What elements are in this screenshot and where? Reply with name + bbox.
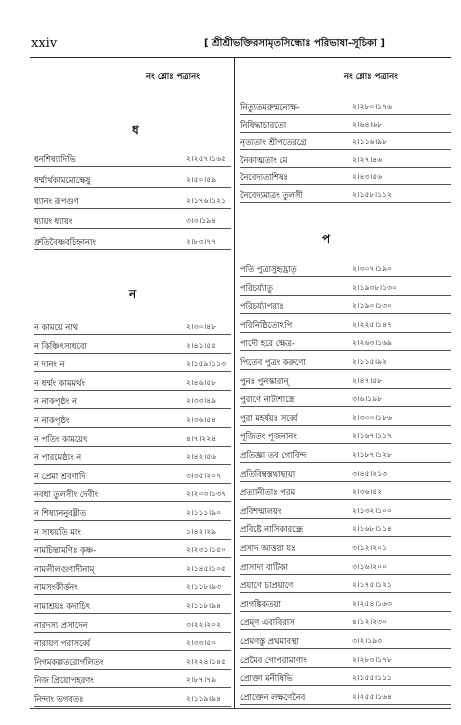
index-entry xyxy=(240,672,451,686)
entry-reference: ২।২২৪।১৪৫ xyxy=(186,656,226,666)
entry-text: ধনশিষ্যাদিভি xyxy=(34,154,76,164)
index-entry xyxy=(240,375,451,389)
entry-text: ধ্যানং রূপগুণ xyxy=(34,195,79,206)
index-entry xyxy=(240,635,451,649)
entry-text: পতি পুত্রাসুহৃদ্ভ্রাতৃ xyxy=(240,264,297,274)
entry-rule xyxy=(240,114,451,115)
entry-text: প্রেমণস্তু প্রথমাবস্থা xyxy=(240,636,299,646)
index-entry xyxy=(240,337,451,351)
entry-rule xyxy=(34,687,231,688)
entry-text: ন প্রেমা শ্রবণাদি xyxy=(34,470,86,481)
index-entry xyxy=(240,136,451,150)
index-entry xyxy=(240,189,451,203)
index-entry xyxy=(34,544,234,558)
entry-reference: ২।২৮০।১৭৬ xyxy=(352,102,392,111)
entry-text: পুরাণে নাট্যশাস্ত্রে xyxy=(240,394,295,405)
index-entry xyxy=(240,119,451,133)
section-letter-pa: প xyxy=(322,232,331,246)
entry-rule xyxy=(240,704,451,705)
entry-text: প্রেম্ণ এবাবিরাস xyxy=(240,617,295,628)
index-entry xyxy=(34,433,234,447)
entry-text: ন কাময়ে নাথ xyxy=(34,322,78,332)
entry-reference: ২।৩৩।৫০ xyxy=(186,638,217,648)
entry-rule xyxy=(34,483,231,484)
entry-rule xyxy=(240,499,451,500)
index-entry xyxy=(240,486,451,500)
index-entry xyxy=(34,563,234,577)
entry-reference: ২।৪২।৫৬ xyxy=(186,452,217,462)
entry-text: ন পতিং কাময়েৎ xyxy=(34,433,88,444)
entry-rule xyxy=(34,208,231,209)
entry-text: নিগমকল্পতরোর্গলিতং xyxy=(34,656,104,667)
entry-text: ন ধর্ম্মং কামমর্থং xyxy=(34,377,85,388)
entry-reference: ২।১৬৮।১১৪ xyxy=(352,524,392,534)
entry-reference: ২।২৫৫।১৬৪ xyxy=(352,691,392,701)
entry-rule xyxy=(34,539,231,540)
entry-text: পরিনিষ্ঠিতোঽপি xyxy=(240,319,293,330)
index-entry xyxy=(34,656,234,670)
entry-rule xyxy=(34,371,231,372)
entry-text: নিন্দাং ভগবতঃ xyxy=(34,694,84,704)
entry-reference: ২।১৯৩৮।১৩০ xyxy=(352,282,397,292)
entry-reference: ২।১৭৬।১২১ xyxy=(186,195,226,205)
entry-rule xyxy=(34,464,231,465)
index-entry xyxy=(240,282,451,296)
entry-text: প্রয়াণে চাপ্রয়াণে xyxy=(240,580,294,591)
entry-reference: ২।৩০।৪৮ xyxy=(186,322,217,331)
entry-reference: ২।৪১।৫৫ xyxy=(186,340,217,350)
entry-reference: ৩।১২।২০১ xyxy=(352,543,388,552)
index-entry xyxy=(34,395,234,409)
entry-reference: ২।৮৭।৭৯ xyxy=(186,675,217,685)
entry-reference: ২।১৯০।১৩০ xyxy=(352,301,392,311)
entry-text: নিষিদ্ধাচারতো xyxy=(240,119,287,130)
entry-text: নৈবেদ্যমাত্রং তুলসী xyxy=(240,190,303,200)
entry-rule xyxy=(240,611,451,612)
entry-rule xyxy=(240,685,451,686)
index-entry xyxy=(34,358,234,372)
entry-rule xyxy=(240,481,451,482)
index-entry xyxy=(34,488,234,502)
entry-reference: ২।১৫৮।১১২ xyxy=(352,190,392,199)
entry-rule xyxy=(240,167,451,168)
entry-text: নিজ প্রিয়োপহরণং xyxy=(34,675,94,686)
entry-rule xyxy=(34,249,231,250)
index-entry xyxy=(240,542,451,556)
entry-text: নামলীলগুণাদীনাম্ xyxy=(34,563,95,574)
entry-text: নামসংকীর্ত্তনং xyxy=(34,582,78,593)
entry-text: প্রসাদ আত্তরা যঃ xyxy=(240,543,296,553)
entry-reference: ২।১১১।৯০ xyxy=(186,508,222,517)
entry-reference: ২।২২৫।১৪৭ xyxy=(352,319,392,329)
index-entry xyxy=(34,174,234,188)
entry-rule xyxy=(240,202,451,203)
entry-rule xyxy=(34,613,231,614)
entry-reference: ২।২০৩।১৩৭ xyxy=(186,489,226,499)
entry-rule xyxy=(240,555,451,556)
entry-text: নামাশ্রয়ঃ কদাচিৎ xyxy=(34,601,91,611)
entry-reference: ২।৩৩।৪৯ xyxy=(186,396,217,406)
index-entry xyxy=(240,598,451,612)
entry-rule xyxy=(240,536,451,537)
entry-reference: ২।৩৬।৫৪ xyxy=(186,415,217,424)
left-column-header: নং শ্লোঃ পত্রানং xyxy=(146,72,200,82)
entry-rule xyxy=(34,594,231,595)
entry-text: প্রতিবিম্বস্তথাছায়া xyxy=(240,468,296,479)
entry-reference: ৩।৬।১৯৮ xyxy=(352,394,383,404)
index-entry xyxy=(240,468,451,482)
entry-rule xyxy=(34,706,231,707)
index-entry xyxy=(240,654,451,668)
entry-rule xyxy=(34,334,231,335)
index-entry xyxy=(34,215,234,229)
entry-reference: ২।৮৩।৭৭ xyxy=(186,237,217,247)
entry-reference: ৩।২২।২০২ xyxy=(186,619,222,629)
entry-text: নারদস্য প্রসাদেন xyxy=(34,619,88,630)
entry-rule xyxy=(240,425,451,426)
entry-rule xyxy=(240,592,451,593)
entry-rule xyxy=(240,518,451,519)
index-entry xyxy=(240,300,451,314)
entry-rule xyxy=(240,350,451,351)
index-entry xyxy=(34,377,234,391)
entry-text: পাদৌ হরে ক্ষেত্র- xyxy=(240,338,295,349)
entry-reference: ২।২৬৩।১৬৯ xyxy=(352,338,392,348)
entry-text: প্রবিষ্টে নাসিকারন্ধ্রে xyxy=(240,524,303,535)
entry-text: ন কিঞ্চিৎসাধবো xyxy=(34,340,87,351)
index-entry xyxy=(34,507,234,521)
entry-rule xyxy=(34,501,231,502)
entry-rule xyxy=(240,629,451,630)
index-entry xyxy=(34,637,234,651)
index-entry xyxy=(34,526,234,540)
entry-text: নামচিন্তামণিঃ কৃষ্ণ- xyxy=(34,545,97,556)
index-entry xyxy=(240,171,451,185)
entry-reference: ২।১৭৫।১২১ xyxy=(352,580,392,590)
entry-reference: ২।৪৬।৫৮ xyxy=(186,377,217,387)
index-entry xyxy=(240,263,451,277)
footer-rule xyxy=(30,708,451,709)
entry-reference: ৪।১২।২৩০ xyxy=(352,617,388,627)
entry-reference: ২।২৩১।১৫০ xyxy=(186,545,226,555)
entry-reference: ২।১৩২।১০০ xyxy=(352,505,392,515)
entry-reference: ২।২৭।৪৬ xyxy=(352,154,383,164)
entry-reference: ২।৩০০।১৮৬ xyxy=(352,412,392,422)
entry-rule xyxy=(34,187,231,188)
index-entry xyxy=(240,430,451,444)
entry-rule xyxy=(34,669,231,670)
entry-text: পরিচর্য্যাতু xyxy=(240,282,273,293)
entry-text: ন নাকপৃষ্ঠং ন xyxy=(34,396,77,407)
index-entry xyxy=(34,674,234,688)
index-entry xyxy=(240,616,451,630)
index-entry xyxy=(240,412,451,426)
entry-text: নবধা তুলসীং দেবীং xyxy=(34,489,99,500)
entry-reference: ৩।৩৫।২০৭ xyxy=(186,470,222,480)
index-entry xyxy=(240,579,451,593)
entry-reference: ৪।৭।২২৪ xyxy=(186,433,217,443)
entry-text: নারায়ণ পরাসর্ব্বে xyxy=(34,638,91,649)
index-entry xyxy=(240,356,451,370)
index-entry xyxy=(240,319,451,333)
entry-rule xyxy=(34,390,231,391)
entry-text: প্রোক্তা মনীষিভি xyxy=(240,673,293,684)
entry-reference: ২।১৫৫।১১১ xyxy=(352,673,392,683)
entry-reference: ৩।৪৫।২১৩ xyxy=(352,468,388,478)
section-letter-dha: ধ xyxy=(132,123,139,137)
entry-text: ধর্ম্মার্থকামমোক্ষেষু xyxy=(34,174,91,185)
entry-reference: ২।৪৭।৫৮ xyxy=(352,375,383,385)
entry-rule xyxy=(240,648,451,649)
entry-reference: ২।১১৮।৯৪ xyxy=(186,601,222,610)
index-entry xyxy=(34,340,234,354)
index-entry xyxy=(240,449,451,463)
index-entry xyxy=(34,470,234,484)
entry-rule xyxy=(240,369,451,370)
entry-reference: ২।৬৪।৬৮ xyxy=(352,119,383,129)
index-entry xyxy=(240,505,451,519)
entry-reference: ২।৩৬।৫২ xyxy=(352,487,383,497)
entry-text: প্রবিশন্মালয়ং xyxy=(240,505,282,516)
entry-rule xyxy=(240,295,451,296)
index-entry xyxy=(240,154,451,168)
index-entry xyxy=(240,523,451,537)
entry-reference: ২।১১৬।৯৮ xyxy=(352,137,388,147)
index-entry xyxy=(240,393,451,407)
entry-reference: ৩।১৬।২০০ xyxy=(352,561,388,571)
index-entry xyxy=(34,321,234,335)
page-number: xxiv xyxy=(31,36,58,51)
index-entry xyxy=(34,236,234,250)
entry-text: পুনঃ পুনস্কারান্ xyxy=(240,375,289,386)
entry-reference: ৩।২।১৯৩ xyxy=(352,636,383,645)
entry-rule xyxy=(240,184,451,185)
entry-text: প্রেমৈব গোপরামাণাং xyxy=(240,654,307,665)
entry-reference: ২।১১৯।৯৪ xyxy=(186,694,222,703)
entry-text: পুরা মহর্ষয়ঃ সর্ব্বে xyxy=(240,412,298,423)
entry-reference: ২।১৫৯।১১৩ xyxy=(186,359,226,369)
entry-rule xyxy=(240,313,451,314)
entry-rule xyxy=(240,332,451,333)
index-entry xyxy=(34,153,234,167)
entry-text: প্রতিজ্ঞা তব গোবিন্দ xyxy=(240,450,307,460)
index-entry xyxy=(34,693,234,707)
entry-rule xyxy=(240,388,451,389)
entry-rule xyxy=(34,576,231,577)
entry-text: পূজিতং পূজনানং xyxy=(240,431,297,442)
entry-text: নৈকাত্মতাং মে xyxy=(240,154,288,165)
entry-text: প্রোক্তেন লক্ষণেনৈব xyxy=(240,691,306,702)
index-entry xyxy=(34,414,234,428)
section-letter-na: ন xyxy=(129,287,137,301)
entry-text: নৃত্যতাং শ্রীপতেরগ্রে xyxy=(240,137,307,148)
index-entry xyxy=(240,561,451,575)
entry-reference: ২।১১৮।৯৩ xyxy=(186,582,222,592)
entry-rule xyxy=(240,667,451,668)
entry-text: পরিচর্য্যাপরাঃ xyxy=(240,301,284,312)
index-entry xyxy=(240,101,451,115)
entry-rule xyxy=(34,446,231,447)
entry-rule xyxy=(240,443,451,444)
entry-rule xyxy=(240,574,451,575)
index-entry xyxy=(34,195,234,209)
entry-text: ন পারমেষ্ঠ্যং ন xyxy=(34,452,82,463)
page-title: [ শ্রীশ্রীভক্তিরসামৃতসিন্ধোঃ পরিভাষা-সূচিকা ] xyxy=(204,38,385,49)
entry-reference: ২।৩০৭।১৯০ xyxy=(352,264,392,273)
entry-reference: ২।২৮৩।১৭৮ xyxy=(352,654,392,664)
entry-text: নিত্যুতমরুন্মনোক্ষ- xyxy=(240,102,300,112)
entry-reference: ২।৪৩।৫৬ xyxy=(352,172,383,182)
entry-text: ন দানং ন xyxy=(34,359,65,370)
entry-rule xyxy=(34,650,231,651)
entry-rule xyxy=(240,406,451,407)
right-column-header: নং শ্লোঃ পত্রানং xyxy=(344,72,398,82)
entry-reference: ২।১৮৭।১২৮ xyxy=(352,450,392,459)
index-entry xyxy=(34,451,234,465)
entry-reference: ২।২৫৪।১৬৩ xyxy=(352,598,392,608)
entry-text: ন শিষ্যাননুবধ্নীত xyxy=(34,508,87,518)
entry-text: প্রত্যানীতাঃ পরম xyxy=(240,487,296,498)
entry-rule xyxy=(34,427,231,428)
entry-reference: ২।১৪৫।১০৫ xyxy=(186,563,226,573)
entry-rule xyxy=(240,132,451,133)
entry-text: প্রাসাদা বাটিকা xyxy=(240,561,289,572)
entry-rule xyxy=(34,408,231,409)
entry-rule xyxy=(34,557,231,558)
entry-text: প্রাগঙ্কিকতয়া xyxy=(240,598,281,609)
entry-rule xyxy=(34,632,231,633)
index-entry xyxy=(240,691,451,705)
entry-rule xyxy=(240,276,451,277)
entry-reference: ২।১৬৭।১১৭ xyxy=(352,431,392,441)
entry-reference: ২।২৫৭।১৬৫ xyxy=(186,154,226,163)
entry-text: ধ্রুতিবৈষ্ণবচিহ্নানাং xyxy=(34,237,96,248)
entry-text: ন সাধয়তি মাং xyxy=(34,526,81,537)
entry-reference: ২।১১৫।৯২ xyxy=(352,357,388,366)
index-entry xyxy=(34,581,234,595)
entry-reference: ২।৫০।৫৯ xyxy=(186,174,217,184)
entry-text: নৈবেদ্যতাশিষঃ xyxy=(240,172,288,183)
entry-rule xyxy=(34,353,231,354)
entry-text: পিতেব পুত্রং করুণো xyxy=(240,357,306,367)
entry-text: ন নাকপৃষ্ঠং xyxy=(34,415,70,425)
column-divider xyxy=(234,58,235,708)
header-rule xyxy=(30,57,451,58)
index-entry xyxy=(34,619,234,633)
entry-rule xyxy=(240,462,451,463)
entry-reference: ৩।৩।১৯৪ xyxy=(186,216,217,226)
entry-text: ধ্যায়ং ধ্যায়ং xyxy=(34,216,73,227)
entry-rule xyxy=(34,520,231,521)
entry-rule xyxy=(34,228,231,229)
entry-rule xyxy=(34,166,231,167)
index-entry xyxy=(34,600,234,614)
entry-reference: ১।৪২।২৯ xyxy=(186,526,217,536)
entry-rule xyxy=(240,149,451,150)
